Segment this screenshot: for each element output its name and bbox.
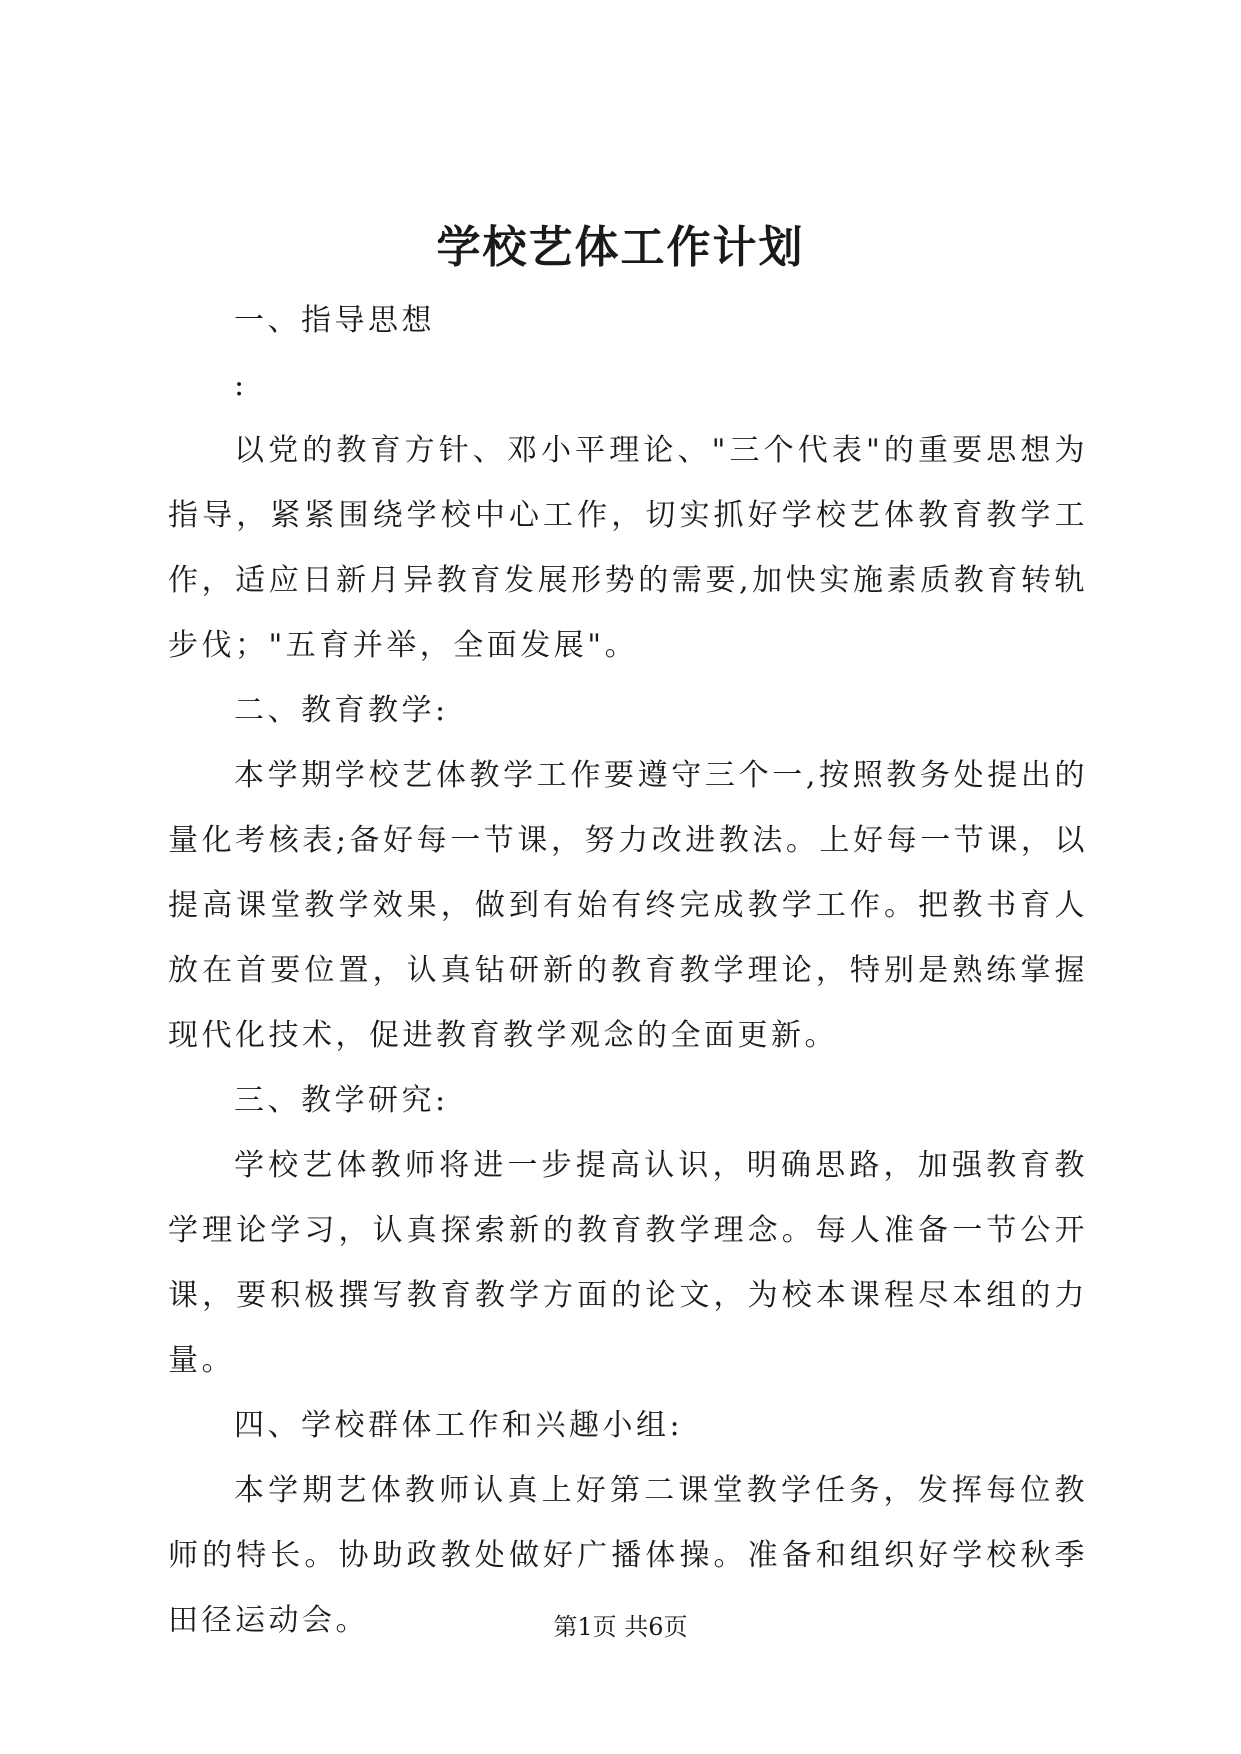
paragraph-teaching: 本学期学校艺体教学工作要遵守三个一,按照教务处提出的量化考核表;备好每一节课，努力改进教法。上好每一节课，以提高课堂教学效果，做到有始有终完成教学工作。把教书育人放在首要位置，认真钻研新的教育教学理论，特别是熟练掌握现代化技术，促进教育教学观念的全面更新。 bbox=[168, 758, 1088, 1053]
paragraph-research: 学校艺体教师将进一步提高认识，明确思路，加强教育教学理论学习，认真探索新的教育教学理念。每人准备一节公开课，要积极撰写教育教学方面的论文，为校本课程尽本组的力量。 bbox=[168, 1148, 1088, 1378]
document-body bbox=[168, 288, 1088, 1653]
section-heading-group-work: 四、学校群体工作和兴趣小组: bbox=[234, 1408, 684, 1443]
section-heading-teaching: 二、教育教学: bbox=[234, 693, 449, 728]
document-title: 学校艺体工作计划 bbox=[436, 222, 805, 273]
page-footer: 第1页 共6页 bbox=[553, 1613, 688, 1641]
section-heading-research: 三、教学研究: bbox=[234, 1083, 449, 1118]
section-heading-guiding-thought: 一、指导思想 bbox=[234, 303, 435, 338]
paragraph-group-work: 本学期艺体教师认真上好第二课堂教学任务，发挥每位教师的特长。协助政教处做好广播体操。准备和组织好学校秋季田径运动会。 bbox=[168, 1473, 1088, 1638]
colon-line: : bbox=[234, 368, 248, 403]
paragraph-guiding-thought: 以党的教育方针、邓小平理论、"三个代表"的重要思想为指导，紧紧围绕学校中心工作，切实抓好学校艺体教育教学工作，适应日新月异教育发展形势的需要,加快实施素质教育转轨步伐；"五育并举，全面发展"。 bbox=[168, 433, 1088, 663]
